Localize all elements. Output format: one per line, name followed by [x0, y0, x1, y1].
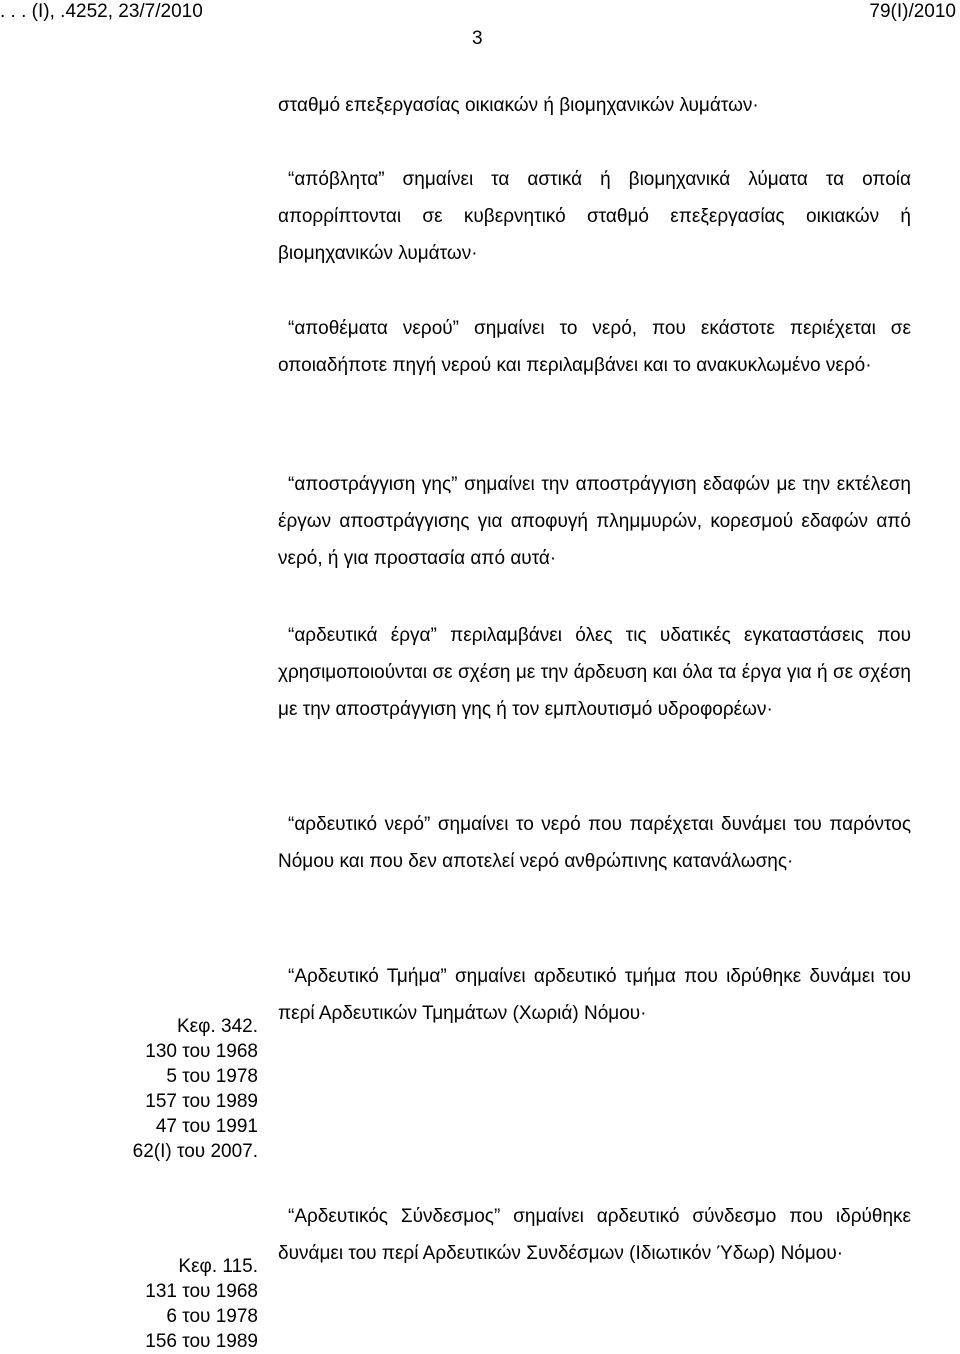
- citation-line: 156 του 1989: [145, 1331, 258, 1352]
- citation-line: 130 του 1968: [145, 1041, 258, 1062]
- definition-apostraggisi-gis: “αποστράγγιση γης” σημαίνει την αποστράγγιση εδαφών με την εκτέλεση έργων αποστράγγισης για αποφυγή πλημμυρών, κορεσμού εδαφών από νερό, ή για προστασία από αυτά·: [278, 474, 911, 569]
- definition-apovlita: “απόβλητα” σημαίνει τα αστικά ή βιομηχανικά λύματα τα οποία απορρίπτονται σε κυβερνητικό σταθμό επεξεργασίας οικιακών ή βιομηχανικών λυμάτων·: [278, 169, 911, 264]
- definition-ardeftika-erga: “αρδευτικά έργα” περιλαμβάνει όλες τις υδατικές εγκαταστάσεις που χρησιμοποιούνται σε σχέση με την άρδευση και όλα τα έργα για ή σε σχέση με την αποστράγγιση γης ή τον εμπλουτισμό υδροφορέων·: [278, 625, 911, 720]
- law-number: 79(Ι)/2010: [869, 1, 956, 22]
- header-reference: . . . (Ι), .4252, 23/7/2010: [0, 1, 203, 22]
- definition-ardeftiko-tmima: “Αρδευτικό Τμήμα” σημαίνει αρδευτικό τμήμα που ιδρύθηκε δυνάμει του περί Αρδευτικών Τμημάτων (Χωριά) Νόμου·: [278, 966, 911, 1024]
- definition-apothemata-nerou: “αποθέματα νερού” σημαίνει το νερό, που εκάστοτε περιέχεται σε οποιαδήποτε πηγή νερού και περιλαμβάνει και το ανακυκλωμένο νερό·: [278, 318, 911, 376]
- citation-line: Κεφ. 115.: [178, 1256, 258, 1277]
- margin-citation-kef-115: [145, 1254, 258, 1354]
- page-number: 3: [472, 28, 483, 49]
- citation-line: 62(I) του 2007.: [132, 1141, 258, 1162]
- citation-line: 47 του 1991: [155, 1116, 258, 1137]
- paragraph-continuation: σταθμό επεξεργασίας οικιακών ή βιομηχανικών λυμάτων·: [278, 95, 759, 116]
- citation-line: 131 του 1968: [145, 1281, 258, 1302]
- citation-line: 5 του 1978: [166, 1066, 258, 1087]
- citation-line: Κεφ. 342.: [176, 1016, 258, 1037]
- margin-citation-kef-342: [133, 1014, 258, 1164]
- definition-ardeftiko-nero: “αρδευτικό νερό” σημαίνει το νερό που παρέχεται δυνάμει του παρόντος Νόμου και που δεν αποτελεί νερό ανθρώπινης κατανάλωσης·: [278, 814, 911, 872]
- definition-ardeftikos-syndesmos: “Αρδευτικός Σύνδεσμος” σημαίνει αρδευτικό σύνδεσμο που ιδρύθηκε δυνάμει του περί Αρδευτικών Συνδέσμων (Ιδιωτικόν Ύδωρ) Νόμου·: [278, 1206, 911, 1264]
- citation-line: 157 του 1989: [145, 1091, 258, 1112]
- citation-line: 6 του 1978: [166, 1306, 258, 1327]
